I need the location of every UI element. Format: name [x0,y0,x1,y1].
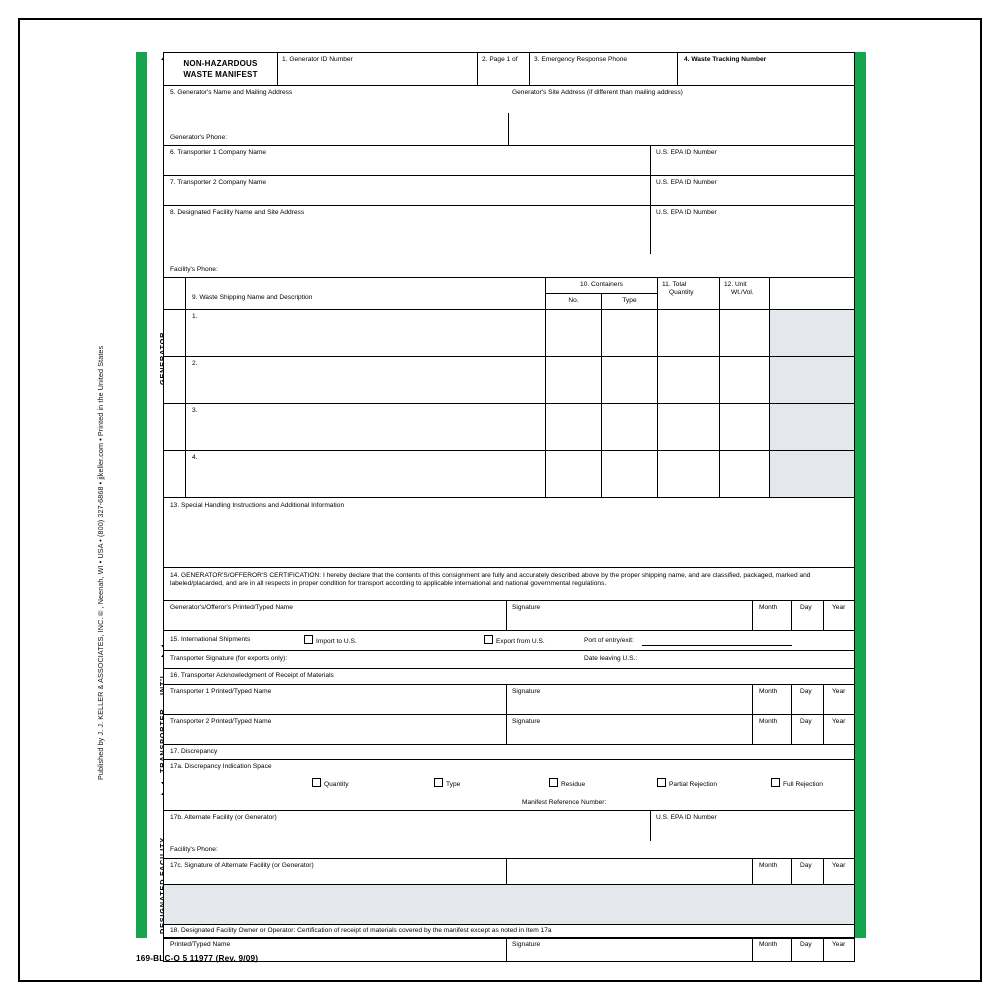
field-discrepancy-title [164,745,854,760]
import-checkbox-icon[interactable] [304,635,313,644]
waste-row-4-qty[interactable] [658,451,720,498]
transporter2-month-divider [752,715,753,745]
waste-row-2-type[interactable] [602,357,658,404]
waste-row-1-no[interactable] [546,310,602,357]
field-final-printed-name-label: Printed/Typed Name [170,941,231,948]
field-discrepancy-indication[interactable] [164,760,854,811]
field-alternate-signature-label: 17c. Signature of Alternate Facility (or Generator) [170,862,314,869]
form-title-line2: WASTE MANIFEST [183,69,258,79]
waste-row-3-qty[interactable] [658,404,720,451]
transporter1-day-divider [791,685,792,715]
waste-table-total-qty-header [658,278,720,310]
field-transporter1-signature-row[interactable] [164,685,854,715]
field-cert-year-label: Year [832,604,846,611]
field-certification-signature-row[interactable] [164,601,854,631]
field-facility-final-signature-row[interactable] [163,938,855,962]
field-alternate-facility-phone-label: Facility's Phone: [170,846,218,853]
waste-row-3-shaded [770,404,854,451]
waste-row-1-shaded [770,310,854,357]
waste-table-containers-header [546,278,658,294]
form-footer-code: 169-BLC-O 5 11977 (Rev. 9/09) [136,954,259,963]
transporter1-year-divider [823,685,824,715]
field-transporter2[interactable] [164,176,854,206]
checkbox-export-from-us[interactable] [484,635,545,646]
field-alt-day-label: Day [800,862,812,869]
field-alternate-facility-label: 17b. Alternate Facility (or Generator) [170,814,277,821]
waste-table-unit-label2: Wt./Vol. [731,289,754,297]
field-international-label: 15. International Shipments [170,636,251,643]
checkbox-residue-label: Residue [561,781,586,788]
green-bar-left [136,52,147,938]
waste-row-3-number-label: 3. [192,407,198,414]
alt-year-divider [823,859,824,885]
field-waste-tracking-number-label: 4. Waste Tracking Number [684,56,767,63]
field-generator-site-address-label: Generator's Site Address (if different than mailing address) [512,89,683,96]
waste-row-1-type[interactable] [602,310,658,357]
waste-row-4-unit[interactable] [720,451,770,498]
waste-row-1-number-label: 1. [192,313,198,320]
waste-row-3-no[interactable] [546,404,602,451]
waste-table-unit-label1: 12. Unit [724,281,747,288]
field-transporter-ack [164,669,854,685]
waste-row-1-qty[interactable] [658,310,720,357]
form-title-block [164,53,278,86]
field-transporter2-printed-name-label: Transporter 2 Printed/Typed Name [170,718,272,725]
field-alt-month-label: Month [759,862,778,869]
checkbox-residue[interactable] [549,778,585,789]
checkbox-full-label: Full Rejection [783,781,823,788]
transporter2-day-divider [791,715,792,745]
designated-facility-divider [650,206,651,254]
field-transporter-sig-exports-label: Transporter Signature (for exports only): [170,655,288,662]
field-alternate-facility-epa-label: U.S. EPA ID Number [656,814,717,821]
field-designated-facility[interactable] [164,206,854,278]
field-page-of-label: 2. Page 1 of [482,56,518,63]
field-t2-year-label: Year [832,718,846,725]
final-day-divider [791,938,792,961]
waste-table-unit-header [720,278,770,310]
transporter2-divider [650,176,651,206]
waste-row-1-desc[interactable] [186,310,546,357]
waste-table-desc-header-label: 9. Waste Shipping Name and Description [192,294,313,301]
field-discrepancy-title-label: 17. Discrepancy [170,748,218,755]
certification-month-divider [752,601,753,631]
field-alternate-facility[interactable] [164,811,854,859]
alt-month-divider [752,859,753,885]
field-transporter1-epa-label: U.S. EPA ID Number [656,149,717,156]
waste-row-2-shaded [770,357,854,404]
field-designated-facility-label: 8. Designated Facility Name and Site Address [170,209,305,216]
field-emergency-phone-label: 3. Emergency Response Phone [534,56,628,63]
field-transporter-ack-label: 16. Transporter Acknowledgment of Receipt of Materials [170,672,334,679]
partial-rejection-checkbox-icon[interactable] [657,778,666,787]
field-generator-name-address-label: 5. Generator's Name and Mailing Address [170,89,293,96]
waste-row-3-type[interactable] [602,404,658,451]
field-international-shipments[interactable] [164,631,854,651]
waste-row-4-number-label: 4. [192,454,198,461]
waste-row-2-number-label: 2. [192,360,198,367]
field-special-handling[interactable] [164,498,854,568]
waste-row-2-qty[interactable] [658,357,720,404]
checkbox-quantity[interactable] [312,778,349,789]
waste-table-total-qty-label1: 11. Total [662,281,687,288]
field-transporter2-signature-label: Signature [512,718,541,725]
field-transporter2-label: 7. Transporter 2 Company Name [170,179,267,186]
checkbox-quantity-label: Quantity [324,781,349,788]
final-month-divider [752,938,753,961]
full-rejection-checkbox-icon[interactable] [771,778,780,787]
field-final-signature-label: Signature [512,941,541,948]
certification-day-divider [791,601,792,631]
final-year-divider [823,938,824,961]
field-generator-name-address[interactable] [164,86,854,146]
checkbox-export-label: Export from U.S. [496,638,545,645]
waste-row-3-desc[interactable] [186,404,546,451]
waste-row-2-no[interactable] [546,357,602,404]
field-transporter1-signature-label: Signature [512,688,541,695]
waste-table-type-header [602,294,658,310]
field-generator-printed-name-label: Generator's/Offeror's Printed/Typed Name [170,604,293,611]
field-facility-owner-cert [164,925,854,939]
field-t1-year-label: Year [832,688,846,695]
form-title-line1: NON-HAZARDOUS [183,59,258,68]
field-alternate-facility-signature-row[interactable] [164,859,854,885]
field-certification-text [170,572,846,588]
field-t2-month-label: Month [759,718,778,725]
field-certification-bold: 14. GENERATOR'S/OFFEROR'S CERTIFICATION: [170,572,322,579]
waste-row-4-num [164,451,186,498]
field-waste-tracking-number[interactable] [678,53,854,86]
transporter1-sig-divider [506,685,507,715]
quantity-checkbox-icon[interactable] [312,778,321,787]
waste-table-containers-label: 10. Containers [580,281,623,288]
checkbox-type[interactable] [434,778,460,789]
generator-address-divider [508,113,509,146]
type-checkbox-icon[interactable] [434,778,443,787]
transporter1-divider [650,146,651,176]
field-facility-phone-label: Facility's Phone: [170,266,218,273]
field-generator-phone-label: Generator's Phone: [170,134,227,141]
field-manifest-reference-label: Manifest Reference Number: [522,799,607,806]
certification-sig-divider [506,601,507,631]
field-special-handling-label: 13. Special Handling Instructions and Additional Information [170,502,345,509]
transporter1-month-divider [752,685,753,715]
field-certification [164,568,854,601]
waste-table-no-label: No. [568,297,579,304]
field-emergency-phone[interactable] [530,53,678,86]
section-label-column [147,52,163,938]
alt-day-divider [791,859,792,885]
field-date-leaving-label: Date leaving U.S.: [584,655,638,662]
checkbox-partial-rejection[interactable] [657,778,717,789]
field-page-of[interactable] [478,53,530,86]
field-t1-month-label: Month [759,688,778,695]
waste-row-1-num [164,310,186,357]
waste-table-desc-header [186,278,546,310]
transporter2-year-divider [823,715,824,745]
waste-row-2-unit[interactable] [720,357,770,404]
shaded-band [164,885,854,925]
field-transporter1-printed-name-label: Transporter 1 Printed/Typed Name [170,688,272,695]
waste-table-no-header [546,294,602,310]
certification-year-divider [823,601,824,631]
publisher-credit: Published by J. J. KELLER & ASSOCIATES, INC.®, Neenah, WI • USA • (800) 327-6868 • jjkeller.com • Printed in the United States [96,345,105,780]
waste-row-4-no[interactable] [546,451,602,498]
waste-row-2-desc[interactable] [186,357,546,404]
field-generator-id[interactable] [278,53,478,86]
field-final-day-label: Day [800,941,812,948]
field-transporter2-epa-label: U.S. EPA ID Number [656,179,717,186]
field-generator-id-label: 1. Generator ID Number [282,56,353,63]
field-export-signature-row[interactable] [164,651,854,669]
residue-checkbox-icon[interactable] [549,778,558,787]
field-certification-body: I hereby declare that the contents of this consignment are fully and accurately described above by the proper shipping name, and are classified, packaged, marked and labeled/placarded, and are in all respects in proper condition for transport according to applicable international and national governmental regulations. [170,572,811,588]
manifest-form [136,52,866,948]
field-final-month-label: Month [759,941,778,948]
field-generator-signature-label: Signature [512,604,541,611]
field-alt-year-label: Year [832,862,846,869]
field-port-entry-exit-label: Port of entry/exit: [584,637,634,644]
waste-row-3-unit[interactable] [720,404,770,451]
waste-table-rownum-header [164,278,186,310]
alt-sig-divider [506,859,507,885]
alternate-facility-divider [650,811,651,841]
green-bar-right [855,52,866,938]
checkbox-type-label: Type [446,781,461,788]
final-sig-divider [506,938,507,961]
waste-table-extra-header [770,278,854,310]
checkbox-full-rejection[interactable] [771,778,823,789]
field-t2-day-label: Day [800,718,812,725]
checkbox-partial-label: Partial Rejection [669,781,718,788]
waste-row-4-desc[interactable] [186,451,546,498]
field-designated-facility-epa-label: U.S. EPA ID Number [656,209,717,216]
waste-row-3-num [164,404,186,451]
form-body [163,52,855,938]
checkbox-import-to-us[interactable] [304,635,357,646]
field-cert-month-label: Month [759,604,778,611]
field-discrepancy-indication-label: 17a. Discrepancy Indication Space [170,763,272,770]
waste-table-total-qty-label2: Quantity [669,289,694,297]
port-entry-exit-line [642,645,792,646]
waste-row-4-shaded [770,451,854,498]
field-transporter2-signature-row[interactable] [164,715,854,745]
transporter2-sig-divider [506,715,507,745]
waste-row-4-type[interactable] [602,451,658,498]
field-facility-owner-cert-label: 18. Designated Facility Owner or Operator: Certification of receipt of materials covered by the manifest except as noted in Item 17a [170,927,552,934]
waste-row-1-unit[interactable] [720,310,770,357]
field-transporter1-label: 6. Transporter 1 Company Name [170,149,267,156]
waste-table-type-label: Type [622,297,637,304]
field-transporter1[interactable] [164,146,854,176]
field-t1-day-label: Day [800,688,812,695]
waste-row-2-num [164,357,186,404]
export-checkbox-icon[interactable] [484,635,493,644]
field-final-year-label: Year [832,941,846,948]
field-cert-day-label: Day [800,604,812,611]
checkbox-import-label: Import to U.S. [316,638,357,645]
